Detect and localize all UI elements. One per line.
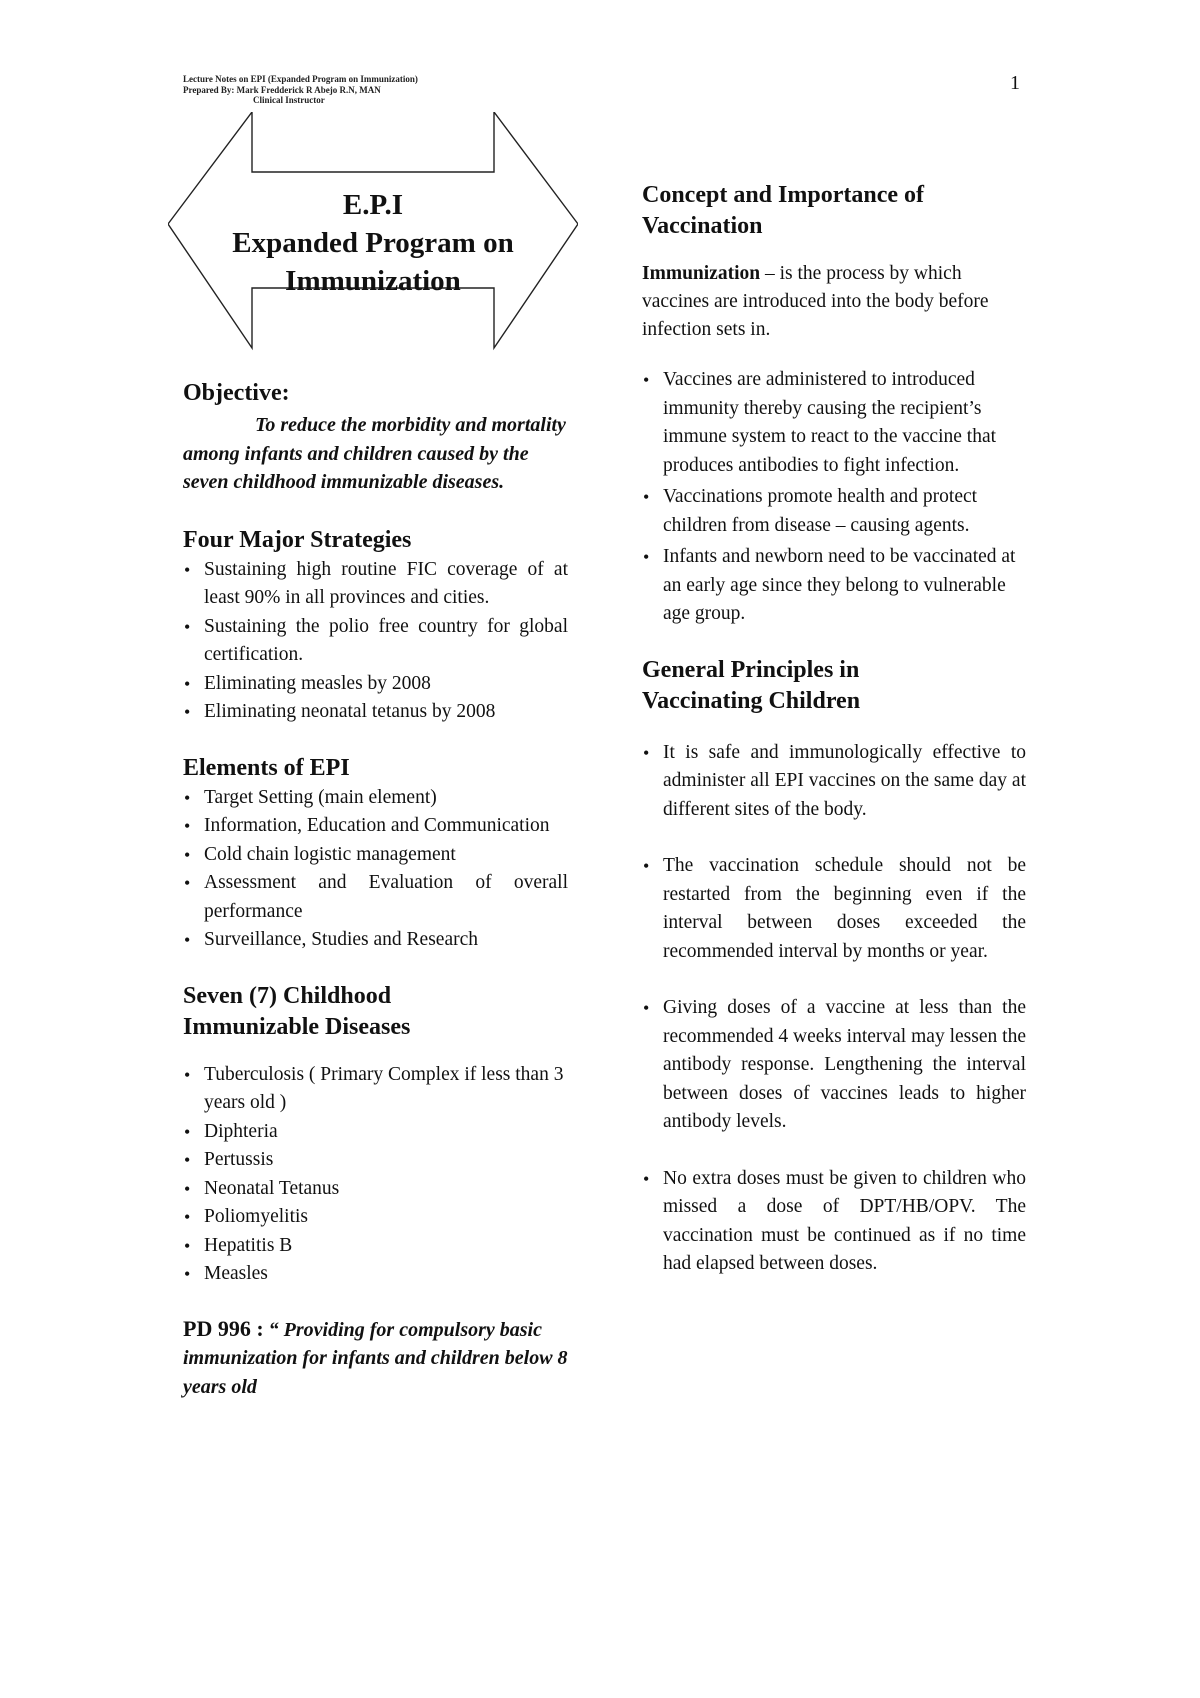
document-header [183, 74, 418, 106]
diseases-heading-line-1: Seven (7) Childhood [183, 982, 392, 1009]
list-item: • Tuberculosis ( Primary Complex if less than 3 years old ) [183, 1061, 568, 1118]
definition-term: Immunization [642, 263, 761, 284]
concept-list [642, 366, 1026, 629]
strategies-list [183, 556, 568, 727]
list-item: • Giving doses of a vaccine at less than the recommended 4 weeks interval may lessen the antibody response. Lengthening the interval between doses of vaccines leads to higher antibody levels. [642, 994, 1026, 1137]
list-item: • Surveillance, Studies and Research [183, 926, 568, 955]
list-item: • Hepatitis B [183, 1232, 568, 1261]
list-item: • It is safe and immunologically effective to administer all EPI vaccines on the same day at different sites of the body. [642, 739, 1026, 825]
elements-list [183, 784, 568, 955]
objective-heading: Objective: [183, 380, 290, 406]
principles-heading-line-2: Vaccinating Children [642, 687, 861, 714]
principles-heading-line-1: General Principles in [642, 656, 860, 683]
title-double-arrow [168, 112, 578, 362]
pd996-label: PD 996 : [183, 1315, 264, 1341]
list-item: • No extra doses must be given to children who missed a dose of DPT/HB/OPV. The vaccination must be continued as if no time had elapsed between doses. [642, 1165, 1026, 1279]
list-item: • Vaccinations promote health and protect children from disease – causing agents. [642, 483, 1026, 540]
diseases-heading-line-2: Immunizable Diseases [183, 1013, 411, 1040]
list-item: • The vaccination schedule should not be restarted from the beginning even if the interval between doses exceeded the recommended interval by months or year. [642, 852, 1026, 966]
title-text [168, 186, 578, 300]
title-line-3: Immunization [285, 265, 461, 297]
diseases-section [183, 981, 568, 1289]
definition-text: – is the process by which vaccines are introduced into the body before infection sets in. [642, 263, 989, 340]
list-item: • Eliminating measles by 2008 [183, 670, 568, 699]
list-item: • Target Setting (main element) [183, 784, 568, 813]
list-item: • Diphteria [183, 1118, 568, 1147]
list-item: • Neonatal Tetanus [183, 1175, 568, 1204]
list-item: • Pertussis [183, 1146, 568, 1175]
pd996-quote: “ Providing for compulsory basic immunization for infants and children below 8 years old [183, 1318, 568, 1398]
list-item: • Cold chain logistic management [183, 841, 568, 870]
list-item: • Eliminating neonatal tetanus by 2008 [183, 698, 568, 727]
elements-heading: Elements of EPI [183, 754, 350, 781]
objective-text: To reduce the morbidity and mortality among infants and children caused by the seven childhood immunizable diseases. [183, 414, 566, 493]
page-number: 1 [1010, 72, 1020, 94]
left-column [183, 378, 568, 1401]
list-item: • Infants and newborn need to be vaccinated at an early age since they belong to vulnerable age group. [642, 543, 1026, 629]
concept-heading-line-2: Vaccination [642, 213, 763, 239]
list-item: • Vaccines are administered to introduced immunity thereby causing the recipient’s immune system to react to the vaccine that produces antibodies to fight infection. [642, 366, 1026, 480]
header-line-1: Lecture Notes on EPI (Expanded Program on Immunization) [183, 74, 418, 84]
immunization-definition [642, 260, 1026, 344]
strategies-section [183, 525, 568, 727]
concept-section [642, 180, 1026, 629]
list-item: • Sustaining high routine FIC coverage of at least 90% in all provinces and cities. [183, 556, 568, 613]
right-column [642, 180, 1026, 1279]
list-item: • Measles [183, 1260, 568, 1289]
principles-list [642, 739, 1026, 1279]
principles-section [642, 655, 1026, 1279]
objective-section [183, 378, 568, 497]
header-line-3: Clinical Instructor [253, 95, 325, 105]
title-line-2: Expanded Program on [232, 227, 514, 259]
strategies-heading: Four Major Strategies [183, 526, 412, 553]
diseases-list [183, 1061, 568, 1289]
header-line-2: Prepared By: Mark Fredderick R Abejo R.N, MAN [183, 84, 381, 95]
elements-section [183, 753, 568, 955]
list-item: • Assessment and Evaluation of overall performance [183, 869, 568, 926]
list-item: • Sustaining the polio free country for global certification. [183, 613, 568, 670]
list-item: • Information, Education and Communication [183, 812, 568, 841]
title-line-1: E.P.I [342, 189, 404, 221]
list-item: • Poliomyelitis [183, 1203, 568, 1232]
pd996-paragraph [183, 1315, 568, 1402]
concept-heading-line-1: Concept and Importance of [642, 182, 924, 208]
